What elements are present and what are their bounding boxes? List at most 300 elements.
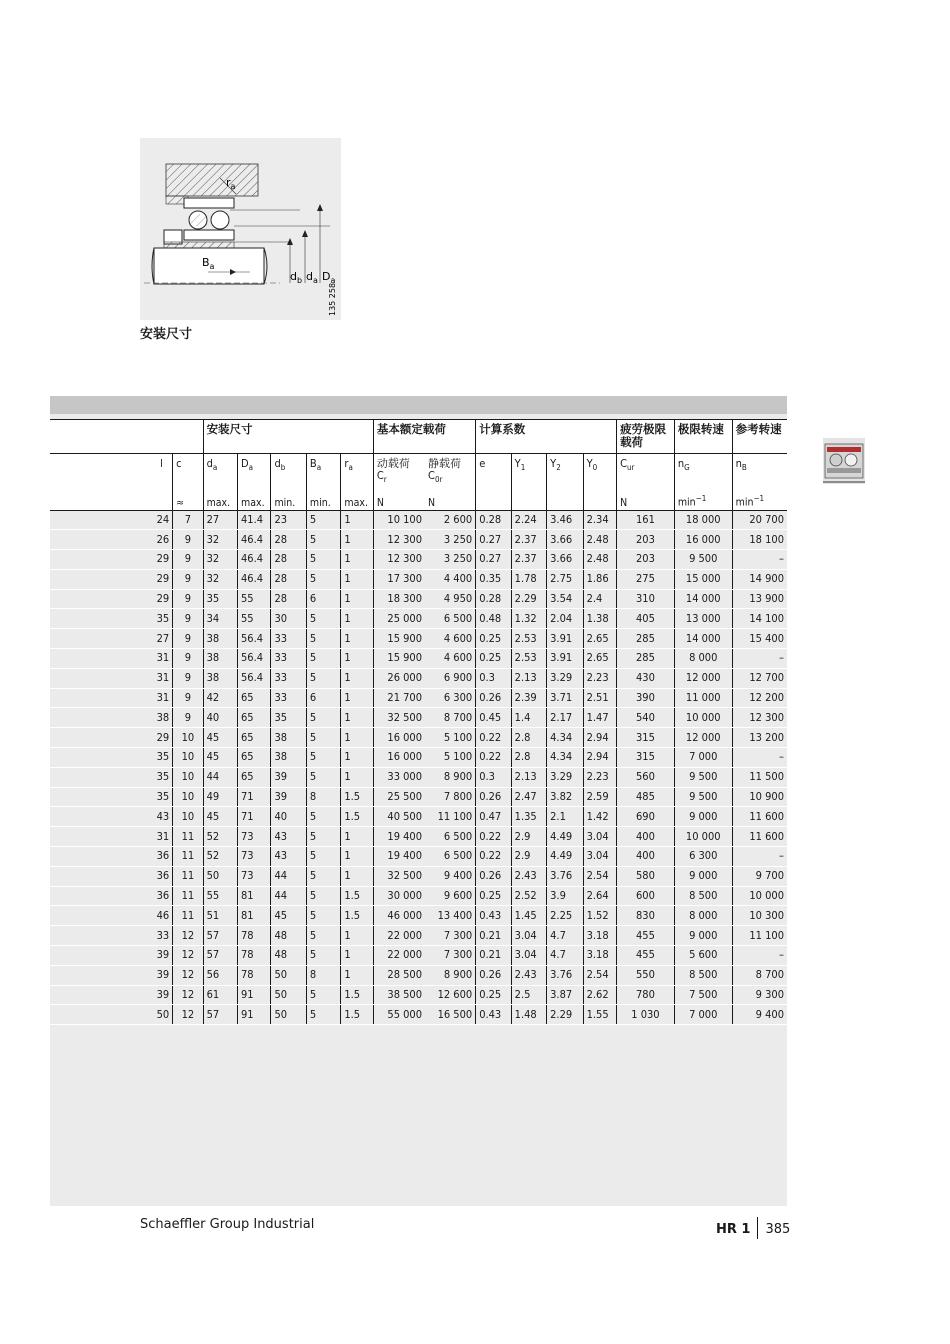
table-cell: 14 000 (674, 629, 732, 649)
table-cell: 0.45 (476, 708, 511, 728)
table-cell: 1 (341, 530, 373, 550)
table-row (50, 827, 787, 847)
table-cell: 7 300 (425, 926, 476, 946)
table-cell: 65 (238, 688, 271, 708)
table-cell: 2.47 (511, 787, 546, 807)
table-cell: 41.4 (238, 510, 271, 530)
table-cell: 39 (271, 787, 306, 807)
col-Ba: $B_a$ (306, 454, 340, 493)
table-cell: 1.5 (341, 807, 373, 827)
catalog-code: HR 1 (716, 1222, 751, 1237)
table-cell: 550 (617, 965, 675, 985)
table-cell: 1 030 (617, 1005, 675, 1025)
table-cell: 56.4 (238, 649, 271, 669)
table-cell: 161 (617, 510, 675, 530)
table-cell: 36 (50, 847, 173, 867)
table-cell: 0.43 (476, 1005, 511, 1025)
table-cell: 1.5 (341, 787, 373, 807)
table-cell: 5 (306, 886, 340, 906)
table-cell: 8 000 (674, 906, 732, 926)
table-cell: 0.22 (476, 827, 511, 847)
table-cell: 13 900 (732, 589, 787, 609)
table-cell: 2.59 (583, 787, 616, 807)
table-cell: 46 (50, 906, 173, 926)
table-cell: 65 (238, 767, 271, 787)
table-cell: 15 900 (373, 629, 425, 649)
table-row (50, 767, 787, 787)
table-cell: 600 (617, 886, 675, 906)
db-label: $d_b$ (290, 270, 303, 285)
table-cell: 31 (50, 688, 173, 708)
table-cell: 580 (617, 866, 675, 886)
table-cell: 46.4 (238, 530, 271, 550)
table-cell: 455 (617, 946, 675, 966)
table-cell: 9 300 (732, 985, 787, 1005)
table-cell: 17 300 (373, 569, 425, 589)
table-cell: 6 300 (425, 688, 476, 708)
table-cell: 8 700 (732, 965, 787, 985)
unit-db: min. (271, 492, 306, 510)
panel-header-band (50, 396, 787, 414)
col-nG: $n_G$ (674, 454, 732, 493)
table-cell: 50 (203, 866, 237, 886)
table-cell: 1.78 (511, 569, 546, 589)
table-cell: 46.4 (238, 569, 271, 589)
table-cell: 10 000 (674, 827, 732, 847)
table-cell: 2.54 (583, 965, 616, 985)
table-cell: 11 100 (425, 807, 476, 827)
table-cell: 203 (617, 550, 675, 570)
table-cell: 8 (306, 965, 340, 985)
table-cell: 5 (306, 550, 340, 570)
table-cell: 2.43 (511, 866, 546, 886)
table-cell: 10 (173, 748, 203, 768)
table-cell: 285 (617, 629, 675, 649)
table-cell: 2.39 (511, 688, 546, 708)
table-cell: 91 (238, 985, 271, 1005)
table-cell: 35 (271, 708, 306, 728)
table-cell: 485 (617, 787, 675, 807)
table-cell: 65 (238, 708, 271, 728)
ra-label: $r_a$ (226, 176, 236, 191)
bearing-type-thumbnail (823, 438, 865, 484)
table-cell: 1 (341, 629, 373, 649)
table-cell: 430 (617, 668, 675, 688)
table-cell: 2.29 (547, 1005, 583, 1025)
self-aligning-bearing-icon (823, 438, 865, 484)
table-cell: 8 (306, 787, 340, 807)
table-row (50, 569, 787, 589)
table-cell: 6 500 (425, 827, 476, 847)
table-cell: 11 600 (732, 827, 787, 847)
table-cell: 15 400 (732, 629, 787, 649)
table-cell: 12 (173, 985, 203, 1005)
table-cell: 1.42 (583, 807, 616, 827)
table-cell: 44 (271, 886, 306, 906)
table-cell: 2.64 (583, 886, 616, 906)
table-cell: 16 000 (373, 728, 425, 748)
footer-divider (757, 1217, 758, 1239)
table-cell: 285 (617, 649, 675, 669)
table-cell: 2.8 (511, 748, 546, 768)
table-cell: 3.82 (547, 787, 583, 807)
table-cell: 0.26 (476, 866, 511, 886)
table-cell: 14 900 (732, 569, 787, 589)
table-cell: 4.49 (547, 827, 583, 847)
table-cell: 29 (50, 569, 173, 589)
footer-publisher: Schaeffler Group Industrial (140, 1217, 315, 1232)
table-cell: 4.34 (547, 728, 583, 748)
table-cell: 12 300 (373, 550, 425, 570)
table-cell: 45 (203, 728, 237, 748)
table-cell: 0.21 (476, 946, 511, 966)
table-cell: 400 (617, 847, 675, 867)
table-cell: 22 000 (373, 926, 425, 946)
table-cell: 3.54 (547, 589, 583, 609)
table-cell: 55 000 (373, 1005, 425, 1025)
table-cell: 3.87 (547, 985, 583, 1005)
mounting-dimensions-table (50, 419, 787, 1025)
table-cell: 71 (238, 807, 271, 827)
table-cell: 46.4 (238, 550, 271, 570)
table-cell: 33 (271, 668, 306, 688)
col-e: e (476, 454, 511, 493)
table-cell: 4.49 (547, 847, 583, 867)
table-cell: 45 (203, 748, 237, 768)
table-cell: 10 (173, 787, 203, 807)
table-cell: 13 200 (732, 728, 787, 748)
table-cell: 5 (306, 510, 340, 530)
table-cell: 5 (306, 906, 340, 926)
table-cell: 57 (203, 946, 237, 966)
table-cell: 1.52 (583, 906, 616, 926)
unit-Da: max. (238, 492, 271, 510)
table-cell: 1 (341, 767, 373, 787)
table-cell: 690 (617, 807, 675, 827)
table-cell: 315 (617, 728, 675, 748)
table-cell: 35 (50, 748, 173, 768)
table-cell: 10 900 (732, 787, 787, 807)
table-cell: 275 (617, 569, 675, 589)
table-cell: 52 (203, 847, 237, 867)
table-cell: 1.5 (341, 985, 373, 1005)
table-cell: 10 (173, 728, 203, 748)
table-cell: 39 (50, 965, 173, 985)
table-cell: 2.43 (511, 965, 546, 985)
table-cell: 7 (173, 510, 203, 530)
table-cell: 6 (306, 688, 340, 708)
unit-Cur: N (617, 492, 675, 510)
table-cell: 56 (203, 965, 237, 985)
data-panel (50, 396, 787, 1206)
col-l: l (50, 454, 173, 493)
table-cell: 7 300 (425, 946, 476, 966)
table-cell: 1 (341, 609, 373, 629)
table-cell: 38 (203, 629, 237, 649)
table-cell: 3.46 (547, 510, 583, 530)
table-cell: 43 (271, 827, 306, 847)
table-cell: – (732, 550, 787, 570)
table-cell: 3.18 (583, 946, 616, 966)
table-cell: 12 (173, 965, 203, 985)
table-cell: 5 (306, 569, 340, 589)
table-cell: 2.1 (547, 807, 583, 827)
table-cell: 26 000 (373, 668, 425, 688)
table-cell: 32 (203, 569, 237, 589)
table-cell: 2.62 (583, 985, 616, 1005)
table-cell: 0.25 (476, 649, 511, 669)
table-cell: 29 (50, 589, 173, 609)
table-cell: 0.22 (476, 728, 511, 748)
col-Y1: $Y_1$ (511, 454, 546, 493)
table-cell: 2.5 (511, 985, 546, 1005)
table-cell: 0.22 (476, 748, 511, 768)
table-cell: 33 (271, 649, 306, 669)
table-cell: 12 000 (674, 728, 732, 748)
table-cell: 390 (617, 688, 675, 708)
table-cell: 3.76 (547, 866, 583, 886)
table-cell: 0.26 (476, 965, 511, 985)
table-cell: 20 700 (732, 510, 787, 530)
table-cell: 25 500 (373, 787, 425, 807)
table-cell: 11 500 (732, 767, 787, 787)
col-Da: $D_a$ (238, 454, 271, 493)
table-row (50, 609, 787, 629)
table-cell: 10 (173, 767, 203, 787)
column-header-row (50, 454, 787, 493)
table-cell: 2.23 (583, 767, 616, 787)
table-cell: 1.48 (511, 1005, 546, 1025)
table-cell: 50 (271, 985, 306, 1005)
table-cell: 33 (50, 926, 173, 946)
table-cell: 6 (306, 589, 340, 609)
table-cell: 3.18 (583, 926, 616, 946)
table-cell: 5 (306, 1005, 340, 1025)
table-cell: – (732, 748, 787, 768)
table-cell: 33 (271, 688, 306, 708)
table-cell: 0.48 (476, 609, 511, 629)
table-cell: 12 300 (732, 708, 787, 728)
table-row (50, 629, 787, 649)
table-cell: 38 (203, 649, 237, 669)
table-cell: 48 (271, 926, 306, 946)
table-cell: 9 (173, 649, 203, 669)
table-cell: 1 (341, 708, 373, 728)
table-cell: 3.9 (547, 886, 583, 906)
table-cell: 10 (173, 807, 203, 827)
table-cell: 1.47 (583, 708, 616, 728)
table-cell: 4 950 (425, 589, 476, 609)
table-cell: 5 (306, 847, 340, 867)
table-cell: 61 (203, 985, 237, 1005)
mounting-dimensions-drawing (140, 138, 341, 320)
table-cell: 26 (50, 530, 173, 550)
table-cell: 18 300 (373, 589, 425, 609)
bearing-cross-section-diagram (140, 138, 341, 320)
table-cell: 0.35 (476, 569, 511, 589)
table-cell: 1 (341, 926, 373, 946)
table-cell: 34 (203, 609, 237, 629)
table-cell: 1 (341, 965, 373, 985)
table-cell: 5 (306, 728, 340, 748)
table-cell: 43 (271, 847, 306, 867)
table-cell: 5 600 (674, 946, 732, 966)
table-cell: 35 (203, 589, 237, 609)
table-cell: 9 500 (674, 787, 732, 807)
table-cell: 2.24 (511, 510, 546, 530)
table-cell: 1 (341, 748, 373, 768)
table-cell: 1.5 (341, 886, 373, 906)
table-cell: 2.9 (511, 847, 546, 867)
table-cell: 56.4 (238, 629, 271, 649)
table-cell: – (732, 649, 787, 669)
table-cell: 3.71 (547, 688, 583, 708)
table-cell: 5 100 (425, 728, 476, 748)
table-cell: 9 (173, 530, 203, 550)
table-cell: 1 (341, 510, 373, 530)
table-cell: 3.04 (511, 946, 546, 966)
table-cell: 5 (306, 767, 340, 787)
table-cell: 65 (238, 748, 271, 768)
table-cell: 12 (173, 1005, 203, 1025)
table-cell: 12 000 (674, 668, 732, 688)
table-cell: 12 200 (732, 688, 787, 708)
table-cell: 91 (238, 1005, 271, 1025)
table-cell: 405 (617, 609, 675, 629)
table-cell: 5 (306, 827, 340, 847)
table-cell: 6 500 (425, 609, 476, 629)
table-cell: 3 250 (425, 530, 476, 550)
table-cell: 52 (203, 827, 237, 847)
table-cell: 8 500 (674, 965, 732, 985)
unit-Ba: min. (306, 492, 340, 510)
table-cell: 18 100 (732, 530, 787, 550)
table-cell: 1.45 (511, 906, 546, 926)
table-cell: 6 500 (425, 847, 476, 867)
table-cell: 2.65 (583, 649, 616, 669)
table-cell: 5 (306, 985, 340, 1005)
table-row (50, 748, 787, 768)
table-cell: 44 (203, 767, 237, 787)
table-cell: 0.3 (476, 767, 511, 787)
table-cell: 9 000 (674, 866, 732, 886)
table-cell: 29 (50, 550, 173, 570)
table-cell: 8 500 (674, 886, 732, 906)
table-cell: 8 000 (674, 649, 732, 669)
table-cell: 40 500 (373, 807, 425, 827)
table-cell: 4.7 (547, 926, 583, 946)
table-cell: 38 (271, 748, 306, 768)
table-cell: 12 700 (732, 668, 787, 688)
table-cell: 16 500 (425, 1005, 476, 1025)
table-cell: 0.26 (476, 688, 511, 708)
table-cell: 15 900 (373, 649, 425, 669)
table-cell: 27 (203, 510, 237, 530)
unit-nB: $\min^{-1}$ (732, 492, 787, 510)
table-row (50, 807, 787, 827)
table-cell: 38 (271, 728, 306, 748)
table-cell: 13 400 (425, 906, 476, 926)
table-row (50, 866, 787, 886)
table-cell: 11 (173, 886, 203, 906)
table-cell: 1.4 (511, 708, 546, 728)
table-cell: 7 800 (425, 787, 476, 807)
table-cell: 2.34 (583, 510, 616, 530)
table-row (50, 946, 787, 966)
table-cell: 28 (271, 589, 306, 609)
table-cell: 7 000 (674, 748, 732, 768)
footer-page-info (716, 1217, 790, 1239)
table-cell: 43 (50, 807, 173, 827)
unit-ra: max. (341, 492, 373, 510)
table-cell: 44 (271, 866, 306, 886)
table-cell: 32 (203, 530, 237, 550)
table-cell: 38 500 (373, 985, 425, 1005)
table-cell: 2.9 (511, 827, 546, 847)
table-cell: 2.48 (583, 530, 616, 550)
table-cell: 10 000 (674, 708, 732, 728)
figure-caption: 安装尺寸 (140, 327, 193, 342)
table-cell: 28 (271, 569, 306, 589)
table-cell: 49 (203, 787, 237, 807)
table-cell: 1 (341, 728, 373, 748)
table-cell: 315 (617, 748, 675, 768)
table-cell: 9 500 (674, 767, 732, 787)
group-header-row (50, 420, 787, 454)
table-cell: 400 (617, 827, 675, 847)
table-cell: 1.5 (341, 906, 373, 926)
table-cell: 46 000 (373, 906, 425, 926)
table-cell: 24 (50, 510, 173, 530)
table-cell: 0.28 (476, 510, 511, 530)
table-cell: 9 000 (674, 926, 732, 946)
table-cell: 48 (271, 946, 306, 966)
table-cell: 81 (238, 906, 271, 926)
table-row (50, 985, 787, 1005)
table-cell: 19 400 (373, 827, 425, 847)
table-cell: 9 (173, 609, 203, 629)
table-cell: 560 (617, 767, 675, 787)
col-ra: $r_a$ (341, 454, 373, 493)
table-cell: 3.29 (547, 668, 583, 688)
table-cell: 28 500 (373, 965, 425, 985)
table-cell: 0.3 (476, 668, 511, 688)
table-cell: 28 (271, 530, 306, 550)
table-cell: 2.53 (511, 629, 546, 649)
table-row (50, 708, 787, 728)
table-cell: 5 (306, 668, 340, 688)
table-cell: 0.25 (476, 886, 511, 906)
table-cell: 2 600 (425, 510, 476, 530)
table-cell: 39 (50, 985, 173, 1005)
table-cell: 2.4 (583, 589, 616, 609)
col-Y0: $Y_0$ (583, 454, 616, 493)
table-cell: 10 100 (373, 510, 425, 530)
table-cell: 1 (341, 589, 373, 609)
table-cell: 35 (50, 767, 173, 787)
table-cell: 14 100 (732, 609, 787, 629)
table-cell: 38 (203, 668, 237, 688)
table-cell: 28 (271, 550, 306, 570)
col-nB: $n_B$ (732, 454, 787, 493)
table-row (50, 510, 787, 530)
table-cell: 0.21 (476, 926, 511, 946)
table-cell: 0.22 (476, 847, 511, 867)
table-row (50, 1005, 787, 1025)
table-cell: 9 (173, 688, 203, 708)
table-cell: 32 500 (373, 708, 425, 728)
table-cell: 2.29 (511, 589, 546, 609)
